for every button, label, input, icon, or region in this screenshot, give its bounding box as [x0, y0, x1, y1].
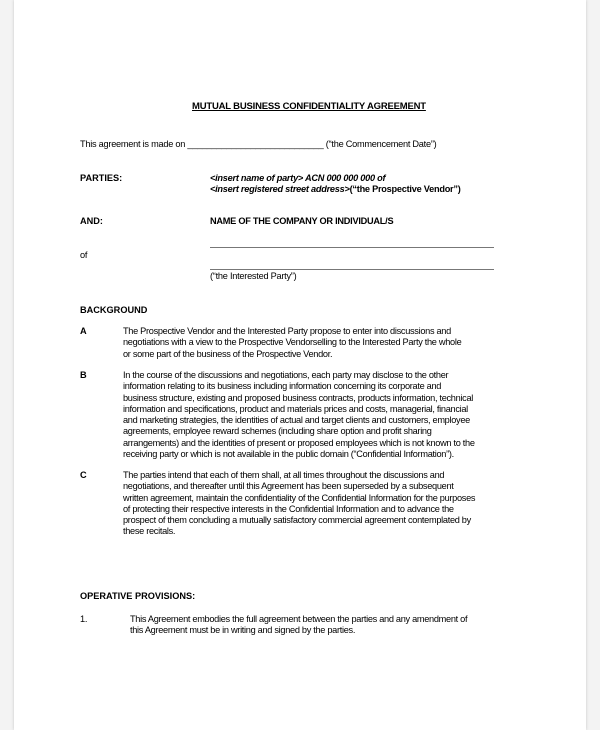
intro-line: [80, 139, 436, 149]
company-name-heading: NAME OF THE COMPANY OR INDIVIDUAL/S: [210, 216, 394, 226]
recital-b-letter: B: [80, 370, 87, 380]
of-label: of: [80, 250, 88, 260]
party-name-placeholder: <insert name of party> ACN 000 000 000 of: [210, 173, 386, 183]
prospective-vendor-definition: (“the Prospective Vendor”): [349, 184, 461, 194]
recital-line: these recitals.: [123, 526, 176, 537]
recital-line: The parties intend that each of them shall, at all times throughout the discussions and: [123, 470, 445, 480]
parties-label: PARTIES:: [80, 173, 123, 183]
recital-line: receiving party or which is not available in the public domain (“Confidential Information”).: [123, 449, 454, 460]
recital-line: negotiations, and thereafter until this Agreement has been superseded by a subsequent: [123, 481, 454, 492]
intro-suffix: (“the Commencement Date”): [325, 139, 437, 149]
recital-line: In the course of the discussions and negotiations, each party may disclose to the other: [123, 370, 449, 380]
recital-line: and marketing strategies, the identities of actual and target clients and customers, employee: [123, 415, 470, 426]
clause-1-number: 1.: [80, 614, 88, 624]
party-address-line: [210, 184, 461, 194]
clause-1-text: [130, 614, 467, 637]
recital-line: of protecting their respective interests in the Confidential Information and to advance the: [123, 503, 454, 514]
and-label: AND:: [80, 216, 103, 226]
clause-line: This Agreement embodies the full agreement between the parties and any amendment of: [130, 614, 468, 624]
recital-line: written agreement, maintain the confidentiality of the Confidential Information for the purposes: [123, 492, 476, 503]
recital-a-text: [123, 326, 461, 360]
clause-line: this Agreement must be in writing and signed by the parties.: [130, 625, 356, 636]
recital-c-letter: C: [80, 470, 87, 480]
recital-line: business structure, existing and proposed business contracts, products information, technical: [123, 392, 474, 403]
address-blank-line: [210, 269, 494, 270]
company-name-blank-line: [210, 247, 494, 248]
recital-line: negotiations with a view to the Prospective Vendorselling to the Interested Party the whole: [123, 337, 462, 348]
recital-line: agreements, employee reward schemes (including share option and profit sharing: [123, 426, 432, 437]
interested-party-definition: (“the Interested Party”): [210, 271, 297, 281]
recital-b-text: [123, 370, 475, 460]
recital-line: or some part of the business of the Prospective Vendor.: [123, 348, 333, 359]
recital-line: prospect of them concluding a mutually satisfactory commercial agreement contemplated by: [123, 515, 471, 526]
document-title: MUTUAL BUSINESS CONFIDENTIALITY AGREEMENT: [192, 101, 426, 112]
background-heading: BACKGROUND: [80, 305, 148, 315]
party-address-placeholder: <insert registered street address>: [210, 184, 350, 194]
document-page: [14, 0, 586, 730]
recital-line: information relating to its business including information concerning its corporate and: [123, 381, 442, 392]
recital-line: information and specifications, product and materials prices and costs, managerial, financial: [123, 403, 468, 414]
operative-provisions-heading: OPERATIVE PROVISIONS:: [80, 591, 196, 601]
recital-a-letter: A: [80, 326, 87, 336]
recital-line: arrangements) and the identities of present or proposed employees which is not known to the: [123, 437, 475, 448]
intro-prefix: This agreement is made on: [80, 139, 186, 149]
commencement-date-blank: ____________________________: [187, 139, 324, 149]
recital-c-text: [123, 470, 475, 538]
recital-line: The Prospective Vendor and the Interested Party propose to enter into discussions and: [123, 326, 451, 336]
